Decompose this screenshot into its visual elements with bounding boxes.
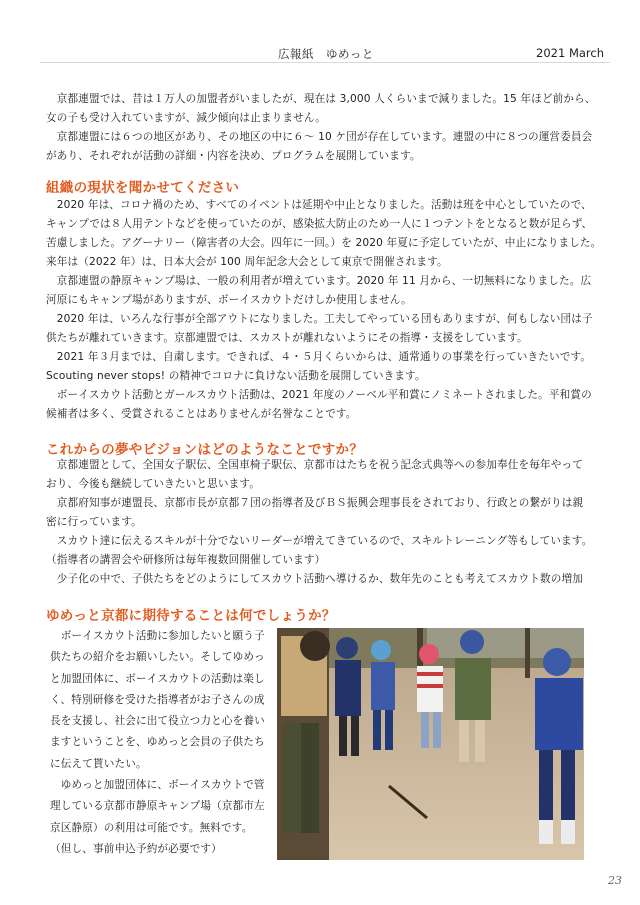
body-line: 長を支援し、社会に出て役立つ力と心を養い bbox=[50, 715, 265, 728]
body-line: 京都府知事が連盟長、京都市長が京都７団の指導者及びＢＳ振興会理事長をされており、行政との繋がりは親 bbox=[46, 497, 584, 509]
newsletter-title: 広報紙 ゆめっと bbox=[278, 47, 374, 61]
body-line: ゆめっと加盟団体に、ボーイスカウトで管 bbox=[50, 779, 265, 792]
body-line: 来年は（2022 年）は、日本大会が 100 周年記念大会として東京で開催されます。 bbox=[46, 256, 448, 268]
section-vision-body bbox=[46, 456, 594, 589]
section-expectations-body bbox=[50, 626, 275, 860]
body-line: 少子化の中で、子供たちをどのようにしてスカウト活動へ導けるか、数年先のことも考えてスカウト数の増加 bbox=[46, 573, 583, 585]
section-heading-expectations: ゆめっと京都に期待することは何でしょうか？ bbox=[46, 608, 336, 624]
body-line: ますということを、ゆめっと会員の子供たち bbox=[50, 736, 265, 749]
body-line: 理している京都市静原キャンプ場（京都市左 bbox=[50, 800, 265, 813]
body-line: く、特別研修を受けた指導者がお子さんの成 bbox=[50, 693, 265, 706]
section-current-status-body bbox=[46, 196, 602, 424]
body-line: ボーイスカウト活動とガールスカウト活動は、2021 年度のノーベル平和賞にノミネートされました。平和賞の bbox=[46, 389, 592, 401]
body-line: 苦慮しました。アグーナリー（障害者の大会。四年に一回。）を 2020 年夏に予定していたが、中止になりました。 bbox=[46, 237, 602, 249]
body-line: 2020 年は、いろんな行事が全部アウトになりました。工夫してやっている団もありますが、何もしない団は子 bbox=[46, 313, 593, 325]
body-line: 河原にもキャンプ場がありますが、ボーイスカウトだけしか使用しません。 bbox=[46, 294, 412, 306]
scouts-photo bbox=[277, 628, 584, 860]
body-line: 密に行っています。 bbox=[46, 516, 142, 528]
body-line: 供たちの紹介をお願いしたい。そしてゆめっ bbox=[50, 651, 265, 664]
body-line: キャンプでは８人用テントなどを使っていたのが、感染拡大防止のため一人に１つテントをとなると数が足らず、 bbox=[46, 218, 593, 230]
section-heading-current-status: 組織の現状を聞かせてください bbox=[46, 180, 240, 196]
body-line: 候補者は多く、受賞されることはありませんが名誉なことです。 bbox=[46, 408, 357, 420]
body-line: （但し、事前申込予約が必要です） bbox=[50, 842, 222, 855]
body-line: 京都連盟の静原キャンプ場は、一般の利用者が増えています。2020 年 11 月から、一切無料になりました。広 bbox=[46, 275, 592, 287]
intro-line: 女の子も受け入れていますが、減少傾向は止まりません。 bbox=[46, 112, 326, 124]
body-line: おり、今後も継続していきたいと思います。 bbox=[46, 478, 261, 490]
intro-line: があり、それぞれが活動の詳細・内容を決め、プログラムを展開しています。 bbox=[46, 150, 421, 162]
body-line: に伝えて貰いたい。 bbox=[50, 757, 147, 770]
body-line: 2021 年３月までは、自粛します。できれば、４・５月くらいからは、通常通りの事業を行っていきたいです。 bbox=[46, 351, 592, 363]
body-line: 京都連盟として、全国女子駅伝、全国車椅子駅伝、京都市はたちを祝う記念式典等への参加奉仕を毎年やって bbox=[46, 459, 583, 471]
page-number: 23 bbox=[608, 874, 622, 887]
section-heading-vision: これからの夢やビジョンはどのようなことですか？ bbox=[46, 442, 364, 458]
scouts-photo-illustration bbox=[277, 628, 584, 860]
intro-line: 京都連盟には６つの地区があり、その地区の中に６～ 10 ケ団が存在しています。連盟の中に８つの運営委員会 bbox=[46, 131, 593, 143]
intro-paragraphs bbox=[46, 90, 594, 166]
page-header bbox=[40, 40, 610, 63]
body-line: と加盟団体に、ボーイスカウトの活動は楽し bbox=[50, 672, 265, 685]
intro-line: 京都連盟では、昔は１万人の加盟者がいましたが、現在は 3,000 人くらいまで減りました。15 年ほど前から、 bbox=[46, 93, 596, 105]
body-line: （指導者の講習会や研修所は毎年複数回開催しています） bbox=[46, 554, 326, 566]
body-line: Scouting never stops! の精神でコロナに負けない活動を展開していきます。 bbox=[46, 370, 426, 382]
body-line: 供たちが離れていきます。京都連盟では、スカストが離れないようにその指導・支援をしています。 bbox=[46, 332, 528, 344]
body-line: 2020 年は、コロナ禍のため、すべてのイベントは延期や中止となりました。活動は班を中心としていたので、 bbox=[46, 199, 592, 211]
body-line: ボーイスカウト活動に参加したいと願う子 bbox=[50, 630, 265, 642]
body-line: 京区静原）の利用は可能です。無料です。 bbox=[50, 821, 253, 834]
body-line: スカウト達に伝えるスキルが十分でないリーダーが増えてきているので、スキルトレーニング等もしています。 bbox=[46, 535, 593, 547]
issue-date: 2021 March bbox=[536, 46, 604, 60]
